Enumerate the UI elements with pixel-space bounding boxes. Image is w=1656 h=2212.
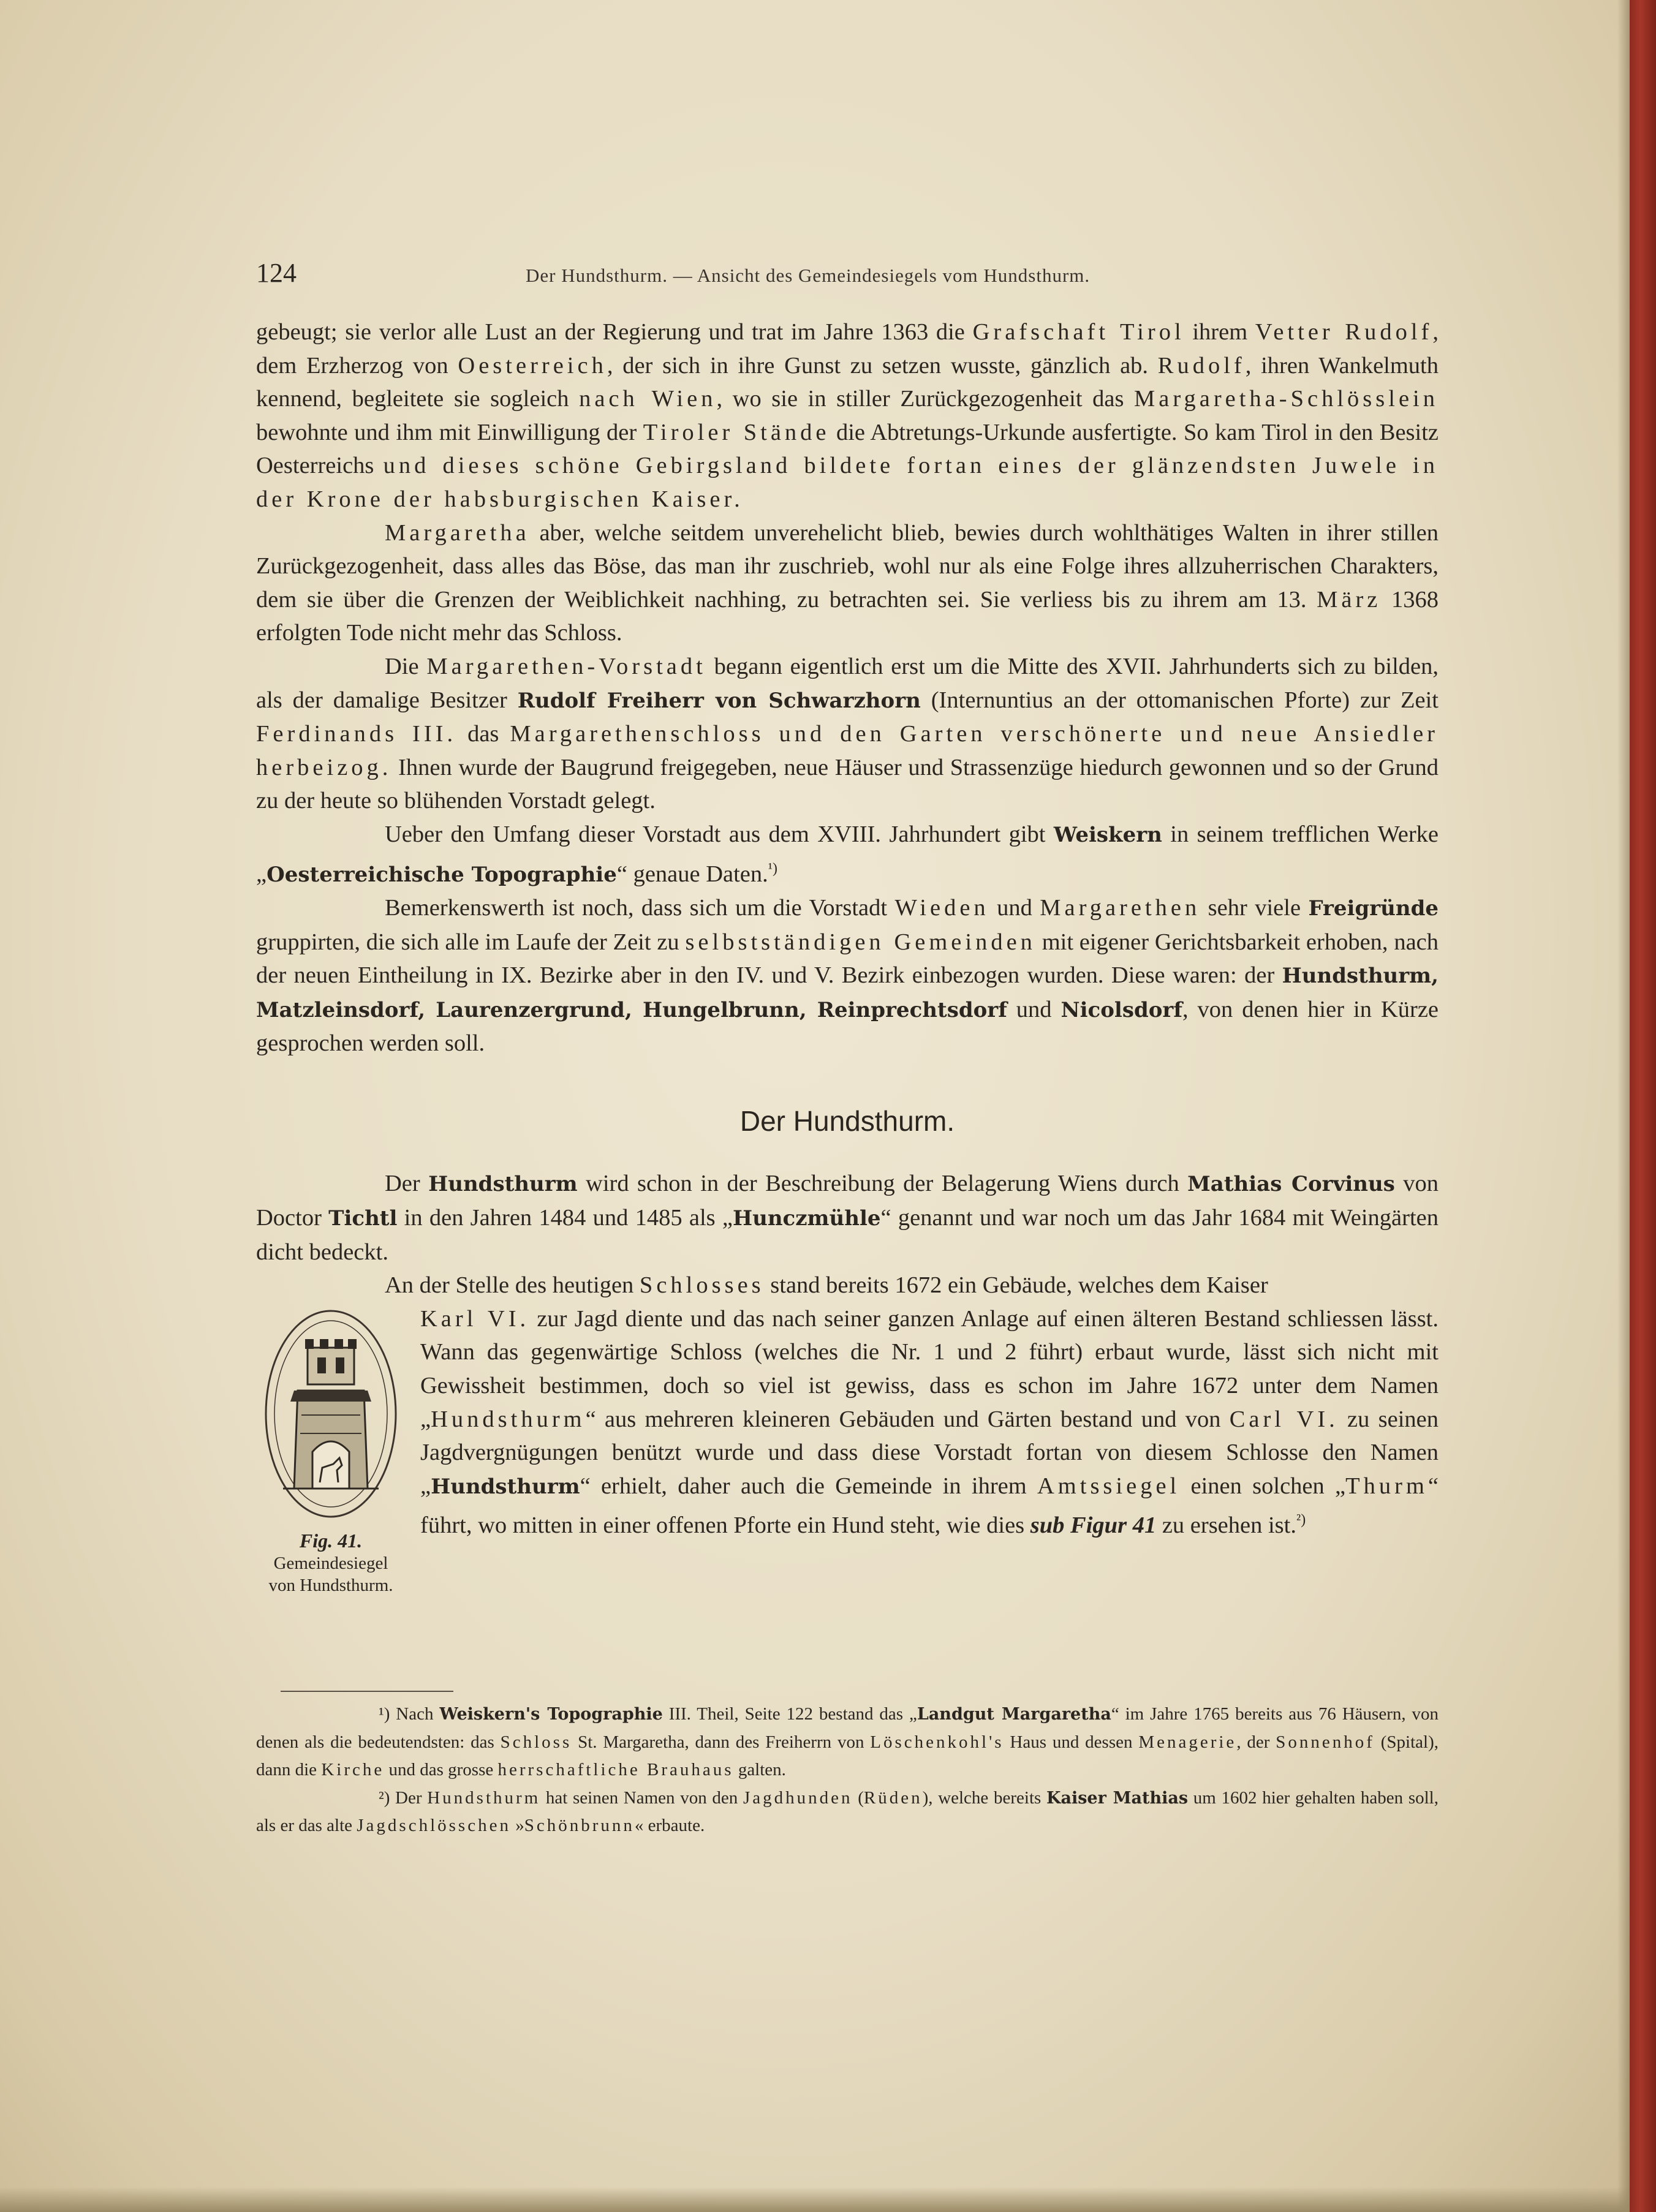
footnotes — [256, 1701, 1439, 1840]
running-header — [256, 257, 1439, 294]
figure-caption: von Hundsthurm. — [268, 1575, 393, 1595]
paragraph: Die Margarethen-Vorstadt begann eigentlich erst um die Mitte des XVII. Jahrhunderts sich zu bilden, als der damalige Besitzer Rudolf Freiherr von Schwarzhorn (Internuntius an der ottomanischen Pforte) zur Zeit Ferdinands III. das Margarethenschloss und den Garten verschönerte und neue Ansiedler herbeizog. Ihnen wurde der Baugrund freigegeben, neue Häuser und Strassenzüge hiedurch gewonnen und so der Grund zu der heute so blühenden Vorstadt gelegt. — [256, 653, 1439, 814]
footnote-rule — [281, 1691, 453, 1692]
section-heading: Der Hundsthurm. — [739, 1104, 955, 1137]
running-title: Der Hundsthurm. — Ansicht des Gemeindesiegels vom Hundsthurm. — [526, 265, 1091, 286]
paragraph: Margaretha aber, welche seitdem unverehelicht blieb, bewies durch wohlthätiges Walten in ihrer stillen Zurückgezogenheit, dass alles das Böse, das man ihr zuschrieb, wohl nur als eine Folge ihres allzuherrischen Charakters, dem sie über die Grenzen der Weiblichkeit nachhing, zu betrachten sei. Sie verliess bis zu ihrem am 13. März 1368 erfolgten Tode nicht mehr das Schloss. — [256, 519, 1439, 646]
paragraph: gebeugt; sie verlor alle Lust an der Regierung und trat im Jahre 1363 die Grafschaft Tirol ihrem Vetter Rudolf, dem Erzherzog von Oesterreich, der sich in ihre Gunst zu setzen wusste, gänzlich ab. Rudolf, ihren Wankelmuth kennend, begleitete sie sogleich nach Wien, wo sie in stiller Zurückgezogenheit das Margaretha-Schlösslein bewohnte und ihm mit Einwilligung der Tiroler Stände die Abtretungs-Urkunde ausfertigte. So kam Tirol in den Besitz Oesterreichs und dieses schöne Gebirgsland bildete fortan eines der glänzendsten Juwele in der Krone der habsburgischen Kaiser. — [256, 319, 1439, 512]
paragraph: Ueber den Umfang dieser Vorstadt aus dem XVIII. Jahrhundert gibt Weiskern in seinem trefflichen Werke „Oesterreichische Topographie“ genaue Daten.$^{^1)}$ — [256, 821, 1439, 887]
main-text — [256, 315, 1439, 1694]
footnote: ¹) Nach Weiskern's Topographie III. Theil, Seite 122 bestand das „Landgut Margaretha“ im Jahre 1765 bereits aus 76 Häusern, von denen als die bedeutendsten: das Schloss St. Margaretha, dann des Freiherrn von Löschenkohl's Haus und dessen Menagerie, der Sonnenhof (Spital), dann die Kirche und das grosse herrschaftliche Brauhaus galten. — [256, 1704, 1439, 1780]
figure-label: Fig. 41. — [299, 1529, 363, 1552]
page-number: 124 — [256, 258, 297, 288]
paragraph: Bemerkenswerth ist noch, dass sich um die Vorstadt Wieden und Margarethen sehr viele Freigründe gruppirten, die sich alle im Laufe der Zeit zu selbstständigen Gemeinden mit eigener Gerichtsbarkeit erhoben, nach der neuen Eintheilung in IX. Bezirke aber in den IV. und V. Bezirk einbezogen wurden. Diese waren: der Hundsthurm, Matzleinsdorf, Laurenzergrund, Hungelbrunn, Reinprechtsdorf und Nicolsdorf, von denen hier in Kürze gesprochen werden soll. — [256, 894, 1439, 1057]
page-edge-shadow — [1617, 0, 1630, 2212]
paragraph: Der Hundsthurm wird schon in der Beschreibung der Belagerung Wiens durch Mathias Corvinus von Doctor Tichtl in den Jahren 1484 und 1485 als „Hunczmühle“ genannt und war noch um das Jahr 1684 mit Weingärten dicht bedeckt. — [256, 1171, 1439, 1265]
figure-caption: Gemeindesiegel — [273, 1553, 388, 1573]
seal-tower-image — [259, 1305, 403, 1525]
figure-41 — [251, 1302, 410, 1694]
bottom-edge-shadow — [0, 2187, 1630, 2212]
footnote: ²) Der Hundsthurm hat seinen Namen von den Jagdhunden (Rüden), welche bereits Kaiser Mathias um 1602 hier gehalten haben soll, als er das alte Jagdschlösschen »Schönbrunn« erbaute. — [256, 1787, 1439, 1835]
paragraph: An der Stelle des heutigen Schlosses stand bereits 1672 ein Gebäude, welches dem Kaiser Fig. 41. Gemeindesiegel von Hundsthurm. Karl VI. zur Jagd diente und das nach seiner ganzen Anlage auf einen älteren Bestand schliessen lässt. Wann das gegenwärtige Schloss (welches die Nr. 1 und 2 führt) erbaut wurde, lässt sich nicht mit Gewissheit bestimmen, doch so viel ist gewiss, dass es schon im Jahre 1672 unter dem Namen „Hundsthurm“ aus mehreren kleineren Gebäuden und Gärten bestand und von Carl VI. zu seinen Jagdvergnügungen benützt wurde und dass diese Vorstadt fortan von diesem Schlosse den Namen „Hundsthurm“ erhielt, daher auch die Gemeinde in ihrem Amtssiegel einen solchen „Thurm“ führt, wo mitten in einer offenen Pforte ein Hund steht, wie dies sub Figur 41 zu ersehen ist.$^{^2)}$ — [256, 1269, 1439, 1542]
book-spine-cover — [1630, 0, 1656, 2212]
